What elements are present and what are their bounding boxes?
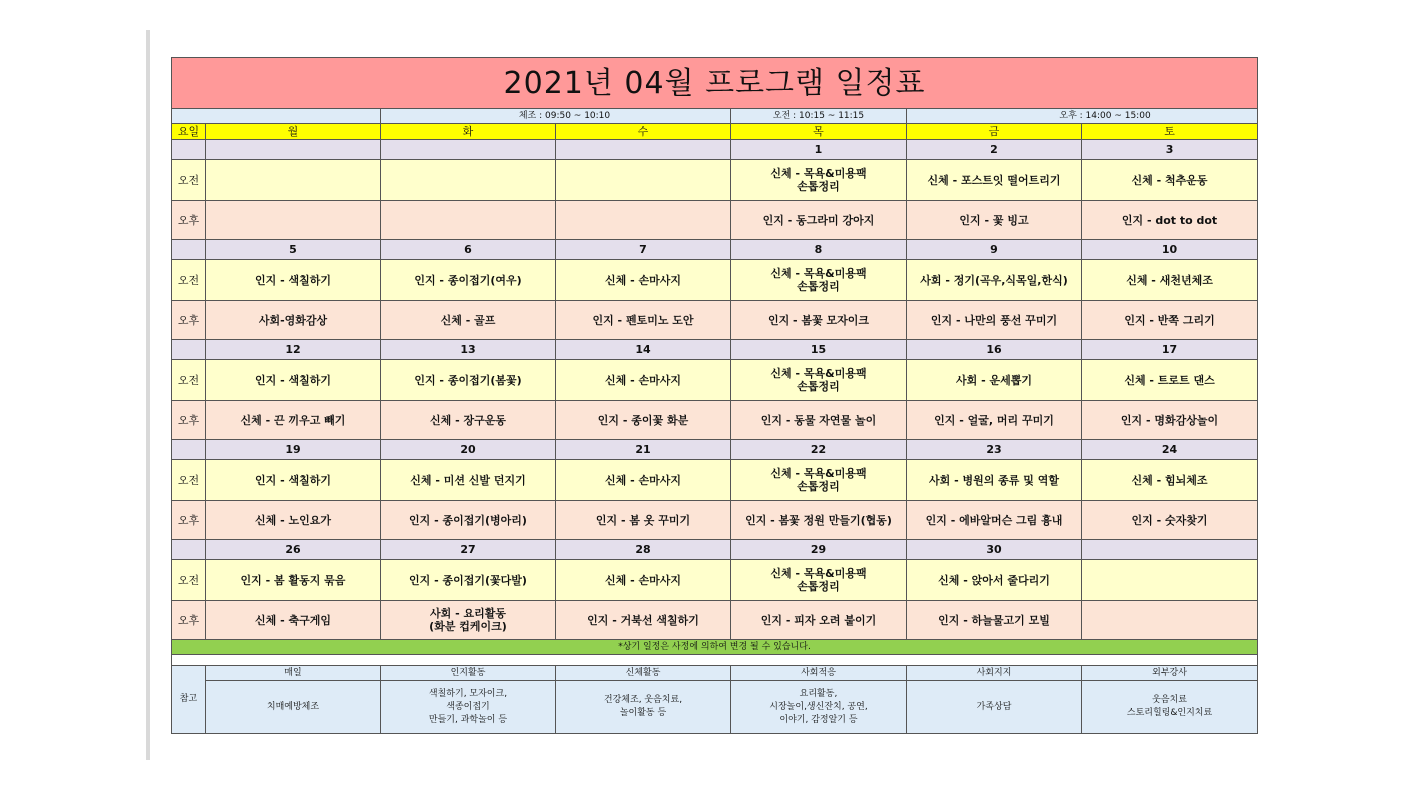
activity-cell: 신체 - 앉아서 줄다리기 xyxy=(907,560,1082,601)
reference-label: 참고 xyxy=(172,666,206,734)
pm-label: 오후 xyxy=(172,501,206,540)
date-cell: 26 xyxy=(206,540,381,560)
activity-cell: 신체 - 척추운동 xyxy=(1082,160,1258,201)
activity-cell xyxy=(206,201,381,240)
day-wed: 수 xyxy=(556,124,731,140)
activity-cell: 신체 - 골프 xyxy=(381,301,556,340)
am-row xyxy=(172,260,1258,301)
activity-cell: 사회 - 요리활동 (화분 컵케이크) xyxy=(381,601,556,640)
date-cell: 27 xyxy=(381,540,556,560)
date-cell: 8 xyxy=(731,240,907,260)
notice-text: *상기 일정은 사정에 의하여 변경 될 수 있습니다. xyxy=(172,640,1258,655)
activity-cell: 신체 - 축구게임 xyxy=(206,601,381,640)
spacer-row xyxy=(172,655,1258,666)
date-cell: 1 xyxy=(731,140,907,160)
notice-row xyxy=(172,640,1258,655)
activity-cell xyxy=(556,201,731,240)
activity-cell: 인지 - 종이접기(봄꽃) xyxy=(381,360,556,401)
am-label: 오전 xyxy=(172,160,206,201)
date-row-label xyxy=(172,540,206,560)
date-cell xyxy=(206,140,381,160)
reference-body: 치매예방체조 xyxy=(206,681,381,734)
activity-cell: 인지 - 에바알머슨 그림 흉내 xyxy=(907,501,1082,540)
activity-cell: 신체 - 손마사지 xyxy=(556,260,731,301)
date-cell: 13 xyxy=(381,340,556,360)
date-cell xyxy=(1082,540,1258,560)
date-cell: 2 xyxy=(907,140,1082,160)
am-row xyxy=(172,460,1258,501)
date-row xyxy=(172,340,1258,360)
reference-header: 인지활동 xyxy=(381,666,556,681)
activity-cell: 인지 - 색칠하기 xyxy=(206,260,381,301)
day-tue: 화 xyxy=(381,124,556,140)
date-cell: 6 xyxy=(381,240,556,260)
date-cell: 30 xyxy=(907,540,1082,560)
activity-cell: 신체 - 목욕&미용팩 손톱정리 xyxy=(731,560,907,601)
reference-header: 매일 xyxy=(206,666,381,681)
day-fri: 금 xyxy=(907,124,1082,140)
activity-cell: 신체 - 목욕&미용팩 손톱정리 xyxy=(731,360,907,401)
pm-row xyxy=(172,201,1258,240)
activity-cell: 인지 - 봄 활동지 묶음 xyxy=(206,560,381,601)
activity-cell xyxy=(556,160,731,201)
reference-body: 건강체조, 웃음치료, 놀이활동 등 xyxy=(556,681,731,734)
date-cell: 24 xyxy=(1082,440,1258,460)
activity-cell xyxy=(381,160,556,201)
date-cell: 28 xyxy=(556,540,731,560)
date-cell: 16 xyxy=(907,340,1082,360)
pm-row xyxy=(172,301,1258,340)
reference-header: 외부강사 xyxy=(1082,666,1258,681)
activity-cell: 신체 - 새천년체조 xyxy=(1082,260,1258,301)
date-row xyxy=(172,540,1258,560)
activity-cell: 인지 - 얼굴, 머리 꾸미기 xyxy=(907,401,1082,440)
weekday-header xyxy=(172,124,1258,140)
activity-cell: 인지 - 나만의 풍선 꾸미기 xyxy=(907,301,1082,340)
weekday-label: 요일 xyxy=(172,124,206,140)
am-label: 오전 xyxy=(172,260,206,301)
activity-cell: 신체 - 힘뇌체조 xyxy=(1082,460,1258,501)
am-label: 오전 xyxy=(172,360,206,401)
date-cell: 19 xyxy=(206,440,381,460)
day-sat: 토 xyxy=(1082,124,1258,140)
activity-cell: 사회 - 운세뽑기 xyxy=(907,360,1082,401)
date-cell: 12 xyxy=(206,340,381,360)
activity-cell: 인지 - 봄꽃 모자이크 xyxy=(731,301,907,340)
am-row xyxy=(172,160,1258,201)
activity-cell: 인지 - 색칠하기 xyxy=(206,460,381,501)
activity-cell: 신체 - 끈 끼우고 빼기 xyxy=(206,401,381,440)
date-cell xyxy=(381,140,556,160)
pm-row xyxy=(172,501,1258,540)
date-cell xyxy=(556,140,731,160)
date-cell: 9 xyxy=(907,240,1082,260)
schedule-table xyxy=(171,57,1258,734)
pm-label: 오후 xyxy=(172,201,206,240)
activity-cell: 사회 - 병원의 종류 및 역할 xyxy=(907,460,1082,501)
activity-cell: 인지 - 피자 오려 붙이기 xyxy=(731,601,907,640)
activity-cell xyxy=(1082,601,1258,640)
activity-cell: 신체 - 미션 신발 던지기 xyxy=(381,460,556,501)
activity-cell xyxy=(381,201,556,240)
date-cell: 3 xyxy=(1082,140,1258,160)
activity-cell: 인지 - 숫자찾기 xyxy=(1082,501,1258,540)
left-margin-bar xyxy=(146,30,150,760)
activity-cell: 인지 - 펜토미노 도안 xyxy=(556,301,731,340)
activity-cell: 신체 - 장구운동 xyxy=(381,401,556,440)
activity-cell: 인지 - dot to dot xyxy=(1082,201,1258,240)
date-row-label xyxy=(172,340,206,360)
activity-cell: 신체 - 손마사지 xyxy=(556,460,731,501)
date-cell: 23 xyxy=(907,440,1082,460)
activity-cell: 신체 - 트로트 댄스 xyxy=(1082,360,1258,401)
activity-cell: 인지 - 반쪽 그리기 xyxy=(1082,301,1258,340)
activity-cell: 인지 - 종이접기(꽃다발) xyxy=(381,560,556,601)
date-row xyxy=(172,140,1258,160)
day-mon: 월 xyxy=(206,124,381,140)
activity-cell: 사회-영화감상 xyxy=(206,301,381,340)
activity-cell: 신체 - 목욕&미용팩 손톱정리 xyxy=(731,460,907,501)
day-thu: 목 xyxy=(731,124,907,140)
activity-cell: 인지 - 동물 자연물 놀이 xyxy=(731,401,907,440)
reference-header: 사회적응 xyxy=(731,666,907,681)
date-cell: 5 xyxy=(206,240,381,260)
reference-body-row xyxy=(172,681,1258,734)
exercise-time: 체조 : 09:50 ~ 10:10 xyxy=(381,109,731,124)
reference-header: 사회지지 xyxy=(907,666,1082,681)
activity-cell: 인지 - 종이꽃 화분 xyxy=(556,401,731,440)
date-cell: 7 xyxy=(556,240,731,260)
activity-cell: 인지 - 색칠하기 xyxy=(206,360,381,401)
pm-row xyxy=(172,401,1258,440)
activity-cell: 인지 - 하늘물고기 모빌 xyxy=(907,601,1082,640)
activity-cell: 신체 - 손마사지 xyxy=(556,560,731,601)
date-cell: 20 xyxy=(381,440,556,460)
activity-cell: 신체 - 손마사지 xyxy=(556,360,731,401)
activity-cell: 인지 - 봄 옷 꾸미기 xyxy=(556,501,731,540)
reference-body: 가족상담 xyxy=(907,681,1082,734)
pm-label: 오후 xyxy=(172,301,206,340)
am-row xyxy=(172,560,1258,601)
reference-body: 색칠하기, 모자이크, 색종이접기 만들기, 과학놀이 등 xyxy=(381,681,556,734)
activity-cell: 사회 - 정기(곡우,식목일,한식) xyxy=(907,260,1082,301)
activity-cell: 인지 - 종이접기(여우) xyxy=(381,260,556,301)
activity-cell: 인지 - 꽃 빙고 xyxy=(907,201,1082,240)
date-row xyxy=(172,240,1258,260)
activity-cell: 신체 - 목욕&미용팩 손톱정리 xyxy=(731,160,907,201)
pm-label: 오후 xyxy=(172,401,206,440)
date-row-label xyxy=(172,440,206,460)
activity-cell: 인지 - 동그라미 강아지 xyxy=(731,201,907,240)
date-cell: 17 xyxy=(1082,340,1258,360)
date-row xyxy=(172,440,1258,460)
am-label: 오전 xyxy=(172,560,206,601)
date-row-label xyxy=(172,240,206,260)
reference-header-row xyxy=(172,666,1258,681)
date-cell: 29 xyxy=(731,540,907,560)
reference-body: 웃음치료 스토리힐링&인지치료 xyxy=(1082,681,1258,734)
activity-cell: 인지 - 종이접기(병아리) xyxy=(381,501,556,540)
date-cell: 21 xyxy=(556,440,731,460)
page-title: 2021년 04월 프로그램 일정표 xyxy=(172,58,1258,109)
date-cell: 14 xyxy=(556,340,731,360)
date-cell: 10 xyxy=(1082,240,1258,260)
activity-cell: 신체 - 포스트잇 떨어트리기 xyxy=(907,160,1082,201)
date-cell: 22 xyxy=(731,440,907,460)
pm-label: 오후 xyxy=(172,601,206,640)
morning-time: 오전 : 10:15 ~ 11:15 xyxy=(731,109,907,124)
activity-cell: 인지 - 봄꽃 정원 만들기(협동) xyxy=(731,501,907,540)
date-row-label xyxy=(172,140,206,160)
reference-body: 요리활동, 시장놀이,생신잔치, 공연, 이야기, 감정알기 등 xyxy=(731,681,907,734)
afternoon-time: 오후 : 14:00 ~ 15:00 xyxy=(907,109,1258,124)
date-cell: 15 xyxy=(731,340,907,360)
activity-cell: 신체 - 노인요가 xyxy=(206,501,381,540)
activity-cell xyxy=(206,160,381,201)
reference-header: 신체활동 xyxy=(556,666,731,681)
activity-cell: 인지 - 거북선 색칠하기 xyxy=(556,601,731,640)
activity-cell: 인지 - 명화감상놀이 xyxy=(1082,401,1258,440)
activity-cell: 신체 - 목욕&미용팩 손톱정리 xyxy=(731,260,907,301)
pm-row xyxy=(172,601,1258,640)
am-label: 오전 xyxy=(172,460,206,501)
activity-cell xyxy=(1082,560,1258,601)
am-row xyxy=(172,360,1258,401)
